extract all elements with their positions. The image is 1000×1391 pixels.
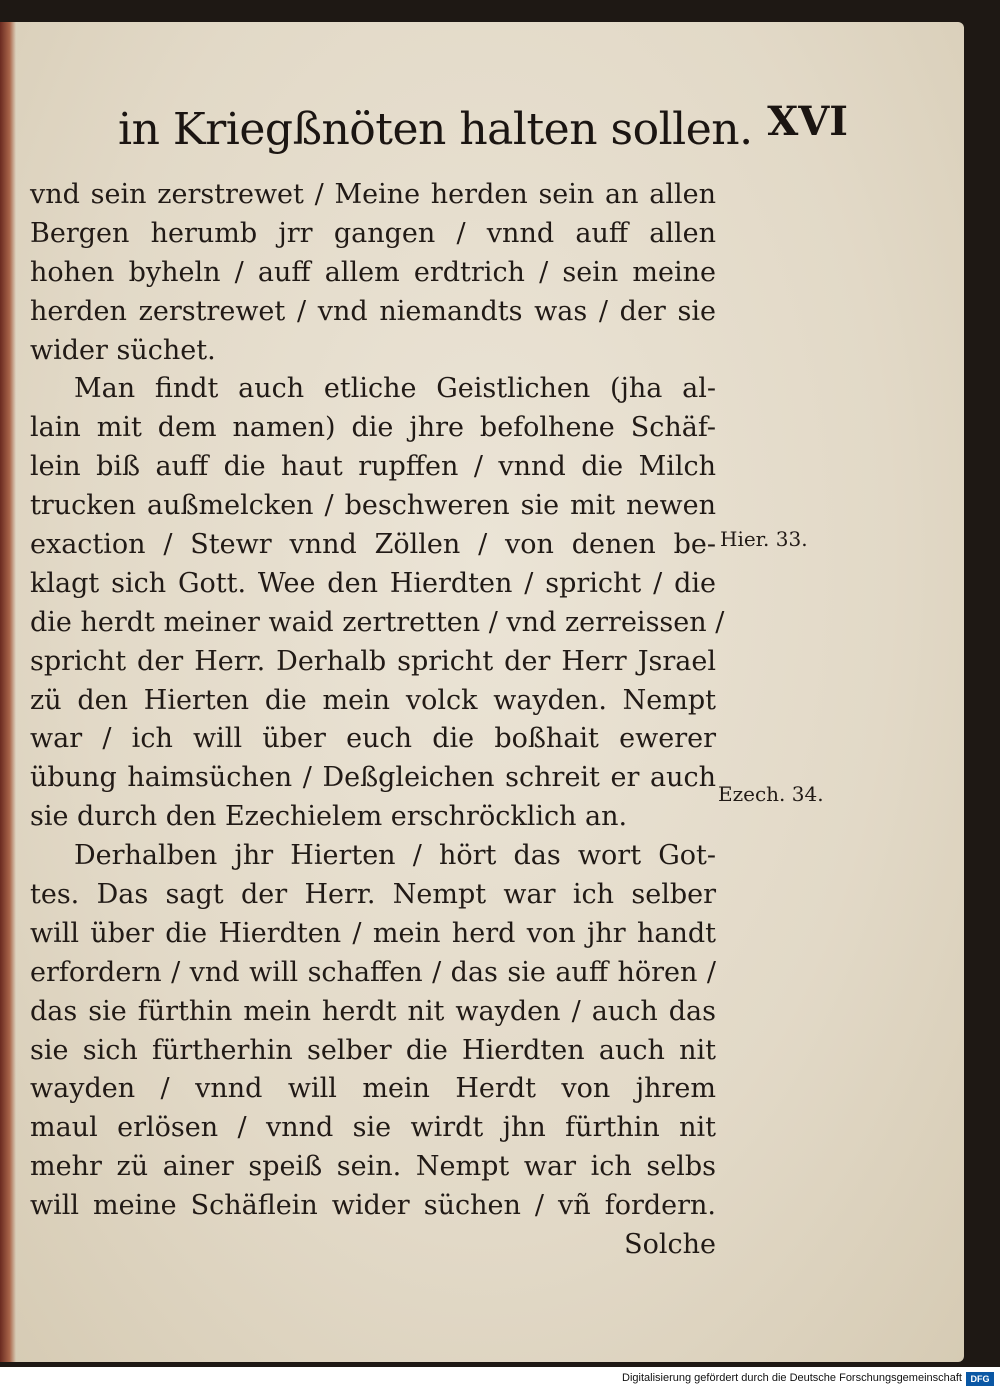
text-line: klagt sich Gott. Wee den Hierdten / spricht / die <box>30 567 716 599</box>
dfg-logo-icon: DFG <box>966 1372 994 1386</box>
text-line: Derhalben jhr Hierten / hört das wort Got- <box>74 840 716 872</box>
text-line: Man findt auch etliche Geistlichen (jha al- <box>74 373 716 405</box>
text-line: maul erlösen / vnnd sie wirdt jhn fürthin nit <box>30 1112 716 1144</box>
text-line: spricht der Herr. Derhalb spricht der Herr Jsrael <box>30 645 716 677</box>
text-line: lain mit dem namen) die jhre befolhene Schäf- <box>30 412 716 444</box>
body-text <box>30 176 725 1265</box>
text-line: tes. Das sagt der Herr. Nempt war ich selber <box>30 879 716 911</box>
text-line: vnd sein zerstrewet / Meine herden sein an allen <box>30 179 716 210</box>
text-line: sie durch den Ezechielem erschröcklich an. <box>30 801 628 833</box>
text-line: will über die Hierdten / mein herd von jhr handt <box>30 917 716 949</box>
binding-edge <box>0 22 16 1362</box>
text-line: lein biß auff die haut rupffen / vnnd die Milch <box>30 451 716 483</box>
marginal-note-ezech: Ezech. 34. <box>718 782 824 806</box>
text-line: wayden / vnnd will mein Herdt von jhrem <box>30 1073 716 1105</box>
running-head: in Kriegßnöten halten sollen. <box>118 104 753 155</box>
folio-number: XVI <box>767 98 848 145</box>
text-line: trucken außmelcken / beschweren sie mit newen <box>30 490 716 522</box>
text-line: exaction / Stewr vnnd Zöllen / von denen be- <box>30 529 716 561</box>
text-line: wider süchet. <box>30 334 216 366</box>
text-line: war / ich will über euch die boßhait ewerer <box>30 723 716 755</box>
text-line: hohen byheln / auff allem erdtrich / sein meine <box>30 256 716 288</box>
text-line: zü den Hierten die mein volck wayden. Nempt <box>30 684 716 716</box>
marginal-note-hier: Hier. 33. <box>720 527 808 551</box>
footer-credit: Digitalisierung gefördert durch die Deutsche Forschungsgemeinschaft <box>622 1372 962 1384</box>
text-line: sie sich fürtherhin selber die Hierdten auch nit <box>30 1034 716 1066</box>
digitization-footer <box>0 1367 1000 1391</box>
text-line: herden zerstrewet / vnd niemandts was / der sie <box>30 295 716 327</box>
text-line: erfordern / vnd will schaffen / das sie auff hören / <box>30 956 716 988</box>
text-line: die herdt meiner waid zertretten / vnd zerreissen / <box>30 606 725 638</box>
page-header <box>118 98 848 168</box>
text-line: Bergen herumb jrr gangen / vnnd auff allen <box>30 217 716 249</box>
text-line: übung haimsüchen / Deßgleichen schreit er auch <box>30 762 716 794</box>
text-line: mehr zü ainer speiß sein. Nempt war ich selbs <box>30 1151 716 1183</box>
text-line: will meine Schäflein wider süchen / vñ fordern. <box>30 1190 716 1222</box>
catchword: Solche <box>624 1229 716 1261</box>
text-line: das sie fürthin mein herdt nit wayden / auch das <box>30 995 716 1027</box>
